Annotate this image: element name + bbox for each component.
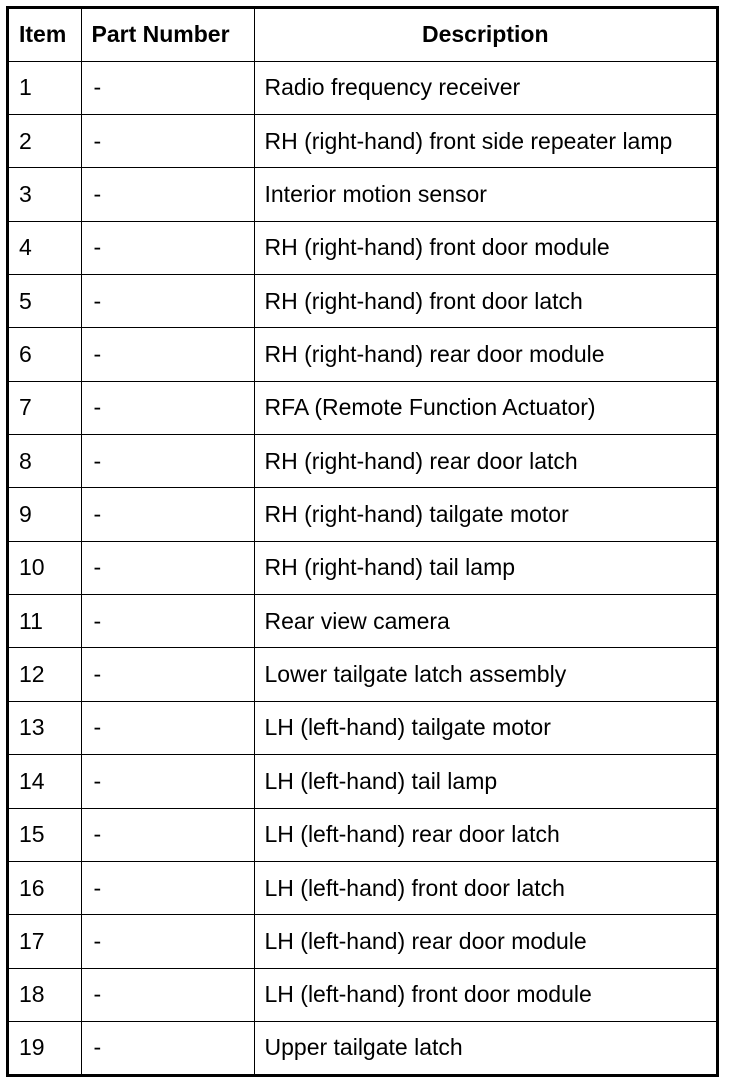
cell-item: 18 xyxy=(9,968,81,1021)
table-row xyxy=(9,968,716,1021)
cell-item: 19 xyxy=(9,1021,81,1074)
cell-description: Upper tailgate latch xyxy=(254,1021,716,1074)
table-row xyxy=(9,328,716,381)
cell-description: LH (left-hand) tailgate motor xyxy=(254,701,716,754)
table-row xyxy=(9,541,716,594)
table-row xyxy=(9,168,716,221)
cell-description: LH (left-hand) front door module xyxy=(254,968,716,1021)
cell-description: RH (right-hand) front door module xyxy=(254,221,716,274)
cell-item: 12 xyxy=(9,648,81,701)
cell-item: 1 xyxy=(9,61,81,114)
cell-description: Lower tailgate latch assembly xyxy=(254,648,716,701)
cell-part-number: - xyxy=(81,435,254,488)
cell-item: 10 xyxy=(9,541,81,594)
cell-description: Rear view camera xyxy=(254,595,716,648)
cell-description: Radio frequency receiver xyxy=(254,61,716,114)
cell-part-number: - xyxy=(81,1021,254,1074)
cell-part-number: - xyxy=(81,968,254,1021)
cell-description: RH (right-hand) rear door latch xyxy=(254,435,716,488)
cell-description: RH (right-hand) tail lamp xyxy=(254,541,716,594)
cell-part-number: - xyxy=(81,808,254,861)
table-row xyxy=(9,701,716,754)
cell-part-number: - xyxy=(81,648,254,701)
parts-table-container xyxy=(6,6,719,1077)
cell-description: RH (right-hand) front side repeater lamp xyxy=(254,114,716,167)
cell-item: 2 xyxy=(9,114,81,167)
table-row xyxy=(9,861,716,914)
header-item: Item xyxy=(9,9,81,61)
cell-description: LH (left-hand) front door latch xyxy=(254,861,716,914)
cell-part-number: - xyxy=(81,595,254,648)
cell-part-number: - xyxy=(81,541,254,594)
cell-description: RFA (Remote Function Actuator) xyxy=(254,381,716,434)
cell-part-number: - xyxy=(81,915,254,968)
cell-part-number: - xyxy=(81,274,254,327)
cell-description: LH (left-hand) rear door latch xyxy=(254,808,716,861)
cell-part-number: - xyxy=(81,381,254,434)
table-header xyxy=(9,9,716,61)
cell-item: 13 xyxy=(9,701,81,754)
cell-item: 5 xyxy=(9,274,81,327)
cell-part-number: - xyxy=(81,168,254,221)
cell-part-number: - xyxy=(81,61,254,114)
table-row xyxy=(9,435,716,488)
table-row xyxy=(9,808,716,861)
cell-item: 3 xyxy=(9,168,81,221)
table-row xyxy=(9,114,716,167)
cell-description: RH (right-hand) tailgate motor xyxy=(254,488,716,541)
cell-part-number: - xyxy=(81,755,254,808)
cell-part-number: - xyxy=(81,701,254,754)
cell-description: RH (right-hand) rear door module xyxy=(254,328,716,381)
cell-part-number: - xyxy=(81,861,254,914)
cell-item: 15 xyxy=(9,808,81,861)
cell-item: 8 xyxy=(9,435,81,488)
header-description: Description xyxy=(254,9,716,61)
cell-item: 6 xyxy=(9,328,81,381)
cell-description: RH (right-hand) front door latch xyxy=(254,274,716,327)
cell-part-number: - xyxy=(81,328,254,381)
header-row xyxy=(9,9,716,61)
cell-item: 14 xyxy=(9,755,81,808)
cell-part-number: - xyxy=(81,114,254,167)
table-row xyxy=(9,488,716,541)
table-row xyxy=(9,648,716,701)
cell-description: LH (left-hand) rear door module xyxy=(254,915,716,968)
table-row xyxy=(9,1021,716,1074)
cell-item: 9 xyxy=(9,488,81,541)
cell-part-number: - xyxy=(81,488,254,541)
cell-description: Interior motion sensor xyxy=(254,168,716,221)
table-row xyxy=(9,61,716,114)
cell-part-number: - xyxy=(81,221,254,274)
cell-item: 4 xyxy=(9,221,81,274)
table-row xyxy=(9,755,716,808)
cell-item: 16 xyxy=(9,861,81,914)
table-row xyxy=(9,274,716,327)
table-row xyxy=(9,915,716,968)
parts-table xyxy=(9,9,716,1074)
header-part-number: Part Number xyxy=(81,9,254,61)
cell-item: 7 xyxy=(9,381,81,434)
cell-item: 11 xyxy=(9,595,81,648)
table-row xyxy=(9,595,716,648)
cell-description: LH (left-hand) tail lamp xyxy=(254,755,716,808)
cell-item: 17 xyxy=(9,915,81,968)
table-row xyxy=(9,381,716,434)
table-row xyxy=(9,221,716,274)
table-body xyxy=(9,61,716,1074)
